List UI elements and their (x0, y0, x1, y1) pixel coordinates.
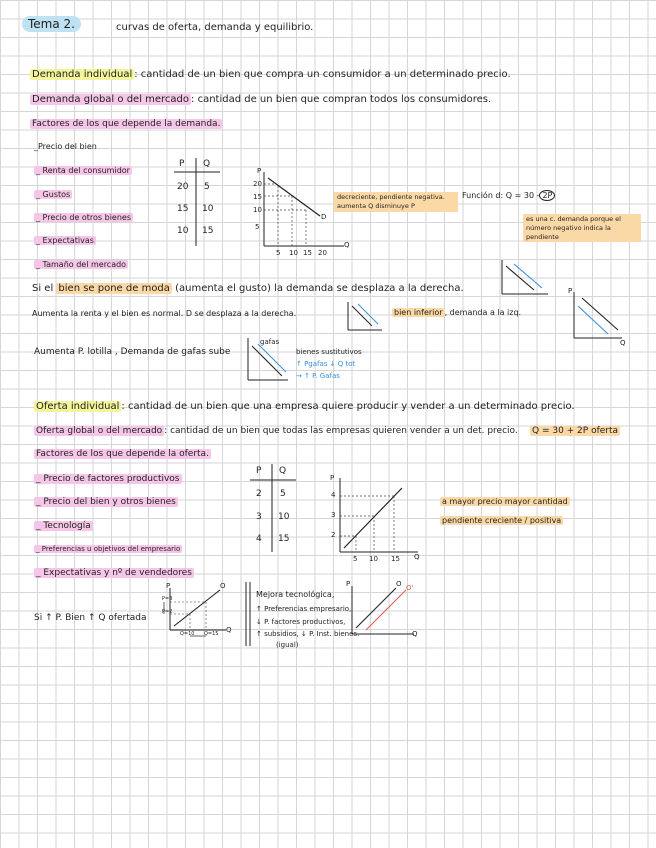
mejora-line-3: ↓ P. factores productivos, (256, 618, 346, 626)
demanda-individual-term: Demanda individual (32, 69, 133, 80)
oferta-individual-line: Oferta individual : cantidad de un bien que una empresa quiere producir y vender a un determinado precio. (36, 401, 575, 412)
oferta-table-cell: 3 (256, 512, 262, 522)
oferta-factor-1: _ Precio de factores productivos (36, 474, 180, 484)
oferta-factor-2: _ Precio del bien y otros bienes (36, 497, 176, 507)
demanda-graph-ytick: 15 (253, 193, 262, 201)
oferta-curve (344, 488, 402, 548)
oferta-global-eq: Q = 30 + 2P oferta (532, 426, 619, 436)
demanda-graph-xtick: 15 (303, 249, 312, 257)
demanda-graph-ytick: 10 (253, 206, 262, 214)
note-pendiente-negativa: decreciente, pendiente negativa. aumenta Q disminuye P (334, 192, 458, 212)
demanda-inferior-graph (568, 288, 628, 346)
moda-line: Si el bien se pone de moda (aumenta el gusto) la demanda se desplaza a la derecha. (32, 283, 464, 294)
oferta-graph-ytick: 4 (331, 491, 336, 499)
demanda-graph-xtick: 10 (289, 249, 298, 257)
demanda-graph (252, 168, 352, 258)
oferta-shift-o1: O (396, 580, 402, 588)
oferta-table-cell: 2 (256, 489, 262, 499)
oferta-table-header-p: P (256, 466, 262, 476)
oferta-table-cell: 4 (256, 534, 262, 544)
mini-graph-q-low: Q=10 (180, 631, 195, 637)
demanda-graph-ytick: 5 (255, 223, 260, 231)
note-funcion-demanda: es una c. demanda porque el número negativo indica la pendiente (523, 214, 641, 242)
demanda-factores-title: Factores de los que depende la demanda. (32, 119, 221, 129)
demanda-graph-xtick: 20 (318, 249, 327, 257)
mini-graph-p-high: P=3 (162, 596, 173, 602)
oferta-graph-ytick: 3 (331, 511, 336, 519)
oferta-table-cell: 10 (278, 512, 290, 522)
mejora-line-4: ↑ subsidios, ↓ P. Inst. bienes. (256, 630, 360, 638)
funcion-demanda: Función d: Q = 30 - 2P (462, 191, 555, 200)
oferta-table (248, 464, 298, 554)
demanda-individual-line: Demanda individual : cantidad de un bien que compra un consumidor a un determinado precio. (32, 69, 511, 80)
mini-graph-p: P (166, 582, 171, 590)
demanda-table-cell: 15 (202, 226, 214, 236)
mini-graph-p-low: P=2 (162, 609, 173, 615)
note-mayor-precio: a mayor precio mayor cantidad (442, 497, 568, 506)
inferior-graph-q: Q (620, 339, 626, 347)
demanda-table-cell: 5 (204, 182, 210, 192)
mini-graph-q-high: Q=15 (204, 631, 219, 637)
si-precio-line: Si ↑ P. Bien ↑ Q ofertada (34, 613, 147, 623)
oferta-table-cell: 15 (278, 534, 290, 544)
mini-graph-q: Q (226, 626, 232, 634)
oferta-factor-5: _ Expectativas y nº de vendedores (36, 568, 192, 578)
demanda-graph-xlabel: Q (344, 241, 350, 249)
mejora-line-2: ↑ Preferencias empresario, (256, 605, 352, 613)
demanda-table-cell: 15 (177, 204, 189, 214)
oferta-global-line: Oferta global o del mercado : cantidad de un bien que todas las empresas quieren vender a un det. precio. (36, 426, 518, 436)
demanda-graph-xtick: 5 (276, 249, 281, 257)
lotilla-line: Aumenta P. lotilla , Demanda de gafas sube (34, 347, 231, 357)
oferta-individual-term: Oferta individual (36, 401, 120, 412)
oferta-graph-xtick: 15 (391, 555, 400, 563)
oferta-shift-o2: O' (406, 584, 414, 592)
demanda-table (172, 158, 222, 248)
demanda-global-line: Demanda global o del mercado : cantidad de un bien que compran todos los consumidores. (32, 94, 492, 105)
note-pendiente-creciente: pendiente creciente / positiva (442, 516, 562, 525)
demanda-table-cell: 10 (177, 226, 189, 236)
oferta-table-cell: 5 (280, 489, 286, 499)
oferta-graph-xlabel: Q (414, 553, 420, 561)
page-title: curvas de oferta, demanda y equilibrio. (116, 22, 314, 33)
gafas-note-2: ↑ Pgafas ↓ Q tot (296, 360, 356, 368)
demanda-factor-5: _ Expectativas (36, 236, 94, 245)
demanda-factor-2: _ Renta del consumidor (36, 166, 130, 175)
demanda-table-cell: 20 (177, 182, 189, 192)
demanda-graph-curve-label: D (321, 213, 327, 221)
mejora-line-1: Mejora tecnológica, (256, 590, 335, 599)
tema-number: Tema 2. (22, 18, 81, 32)
demanda-factor-4: _ Precio de otros bienes (36, 213, 131, 222)
oferta-factores-title: Factores de los que depende la oferta. (36, 449, 209, 459)
demanda-table-cell: 10 (202, 204, 214, 214)
renta-line: Aumenta la renta y el bien es normal. D se desplaza a la derecha. (32, 309, 297, 318)
demanda-shift-right-graph (496, 258, 556, 300)
gafas-note-3: → ↑ P. Gafas (296, 372, 340, 380)
demanda-graph-ytick: 20 (253, 180, 262, 188)
demanda-factor-3: _ Gustos (36, 190, 71, 199)
oferta-graph-xtick: 5 (353, 555, 358, 563)
gafas-graph-label: gafas (260, 338, 280, 346)
oferta-shift-q: Q (412, 630, 418, 638)
oferta-graph-ytick: 2 (331, 531, 336, 539)
oferta-graph-xtick: 10 (369, 555, 378, 563)
inferior-line: bien inferior , demanda a la izq. (394, 308, 522, 317)
oferta-shift-p: P (346, 580, 351, 588)
oferta-graph (330, 474, 422, 560)
oferta-factor-4: _ Preferencias u objetivos del empresario (36, 545, 181, 553)
demanda-factor-1: _Precio del bien (34, 142, 97, 151)
oferta-factor-3: _ Tecnología (36, 521, 91, 531)
demanda-renta-graph (344, 300, 386, 334)
demanda-global-term: Demanda global o del mercado (32, 94, 190, 105)
demanda-graph-ylabel: P (257, 167, 262, 175)
demanda-factor-6: _ Tamaño del mercado (36, 260, 127, 269)
inferior-graph-p: P (568, 287, 573, 295)
demanda-table-header-q: Q (203, 159, 211, 169)
oferta-graph-ylabel: P (330, 474, 335, 482)
oferta-global-term: Oferta global o del mercado (36, 426, 163, 436)
demanda-table-header-p: P (179, 159, 185, 169)
mejora-line-5: (igual) (276, 641, 299, 649)
mini-graph-curve-label: O (220, 582, 226, 590)
gafas-note-1: bienes sustitutivos (296, 348, 362, 356)
section-divider (244, 582, 252, 648)
oferta-table-header-q: Q (279, 466, 287, 476)
